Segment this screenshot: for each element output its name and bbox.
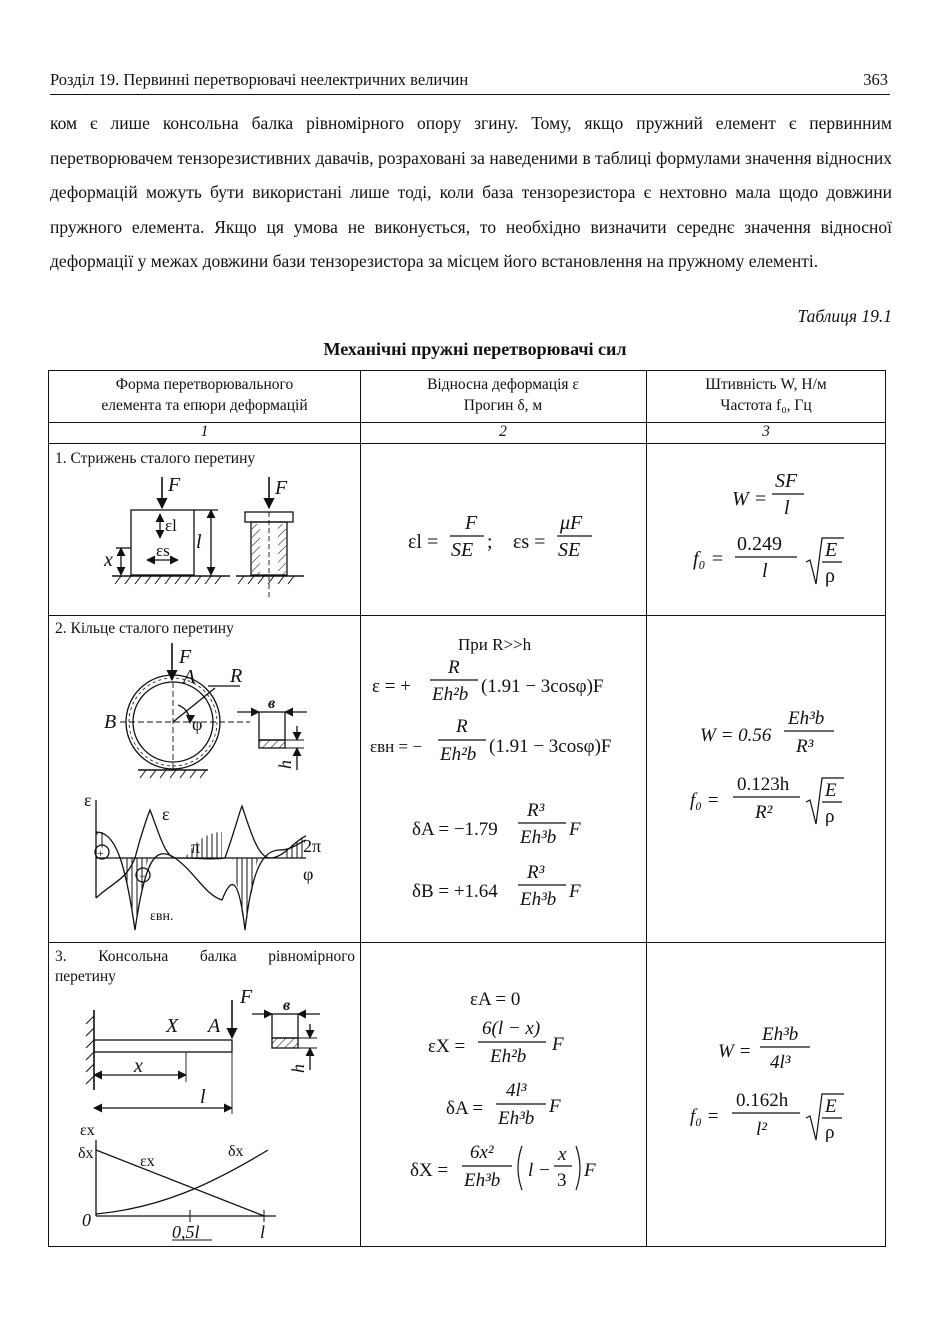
curve-delta-label: δx [228, 1143, 244, 1160]
eps-tail: (1.91 − 3cosφ)F [481, 676, 604, 697]
eps-sep: ; [487, 531, 493, 553]
curve-eps-label: εx [140, 1153, 155, 1170]
cantilever-figure [86, 1000, 320, 1222]
eps-s-den: SE [558, 539, 581, 561]
deltaX-paren-num: x [558, 1144, 567, 1165]
column-number: 1 [200, 423, 209, 440]
label-angle: φ [192, 714, 203, 734]
f-num: 0.249 [737, 533, 782, 555]
condition: При R>>h [458, 635, 532, 654]
tick-mid: 0,5l [172, 1222, 200, 1242]
ring-figure [120, 643, 307, 778]
cantilever-strain-formulas [410, 989, 596, 1191]
ring-strain-plot [95, 800, 306, 930]
label-force: F [179, 646, 192, 668]
body-paragraph: ком є лише консольна балка рівномірного опору згину. Тому, якщо пружний елемент є первинним перетворювачем тензорезистивних давачів, розраховані за наведеними в таблиці формулами значення відносних деформацій можуть бути використані лише тоді, коли база тензорезистора є нехтовно мала щодо довжини пружного елемента. Якщо ця умова не виконується, то необхідно визначити середнє значення відносної деформації у межах довжини бази тензорезистора за місцем його встановлення на пружному елементі. [50, 113, 892, 271]
table-caption: Таблиця 19.1 [797, 306, 892, 326]
f-num: 0.162h [736, 1090, 789, 1111]
f-lhs: f₀ = [690, 1106, 720, 1127]
epsX-lhs: εX = [428, 1036, 466, 1057]
epsvn-lhs: εвн = − [370, 737, 422, 756]
row-label-rod: 1. Стрижень сталого перетину [55, 450, 256, 467]
epsvn-den: Eh²b [440, 744, 477, 765]
epsX-num: 6(l − x) [482, 1018, 541, 1039]
label-x: x [104, 549, 113, 571]
eps-s-num: μF [560, 512, 583, 534]
ring-figure-labels [104, 646, 295, 769]
deltaA-tail: F [549, 1096, 561, 1117]
deltaX-num: 6x² [470, 1142, 494, 1163]
cantilever-stiffness-formulas [690, 1024, 844, 1143]
plot-axis-eps: ε [84, 790, 92, 810]
f-root-den: ρ [825, 565, 835, 587]
w-den: 4l³ [770, 1052, 791, 1073]
label-point-b: B [104, 711, 117, 733]
deltaB-lhs: δB = +1.64 [412, 881, 498, 902]
page-number: 363 [863, 70, 888, 89]
deltaX-den: Eh³b [464, 1170, 501, 1191]
plot-inner-eps: εвн. [150, 909, 174, 924]
table-title: Механічні пружні перетворювачі сил [323, 339, 627, 359]
deltaA-lhs: δA = [446, 1098, 484, 1119]
column-number: 3 [762, 423, 770, 440]
ring-strain-formulas [370, 635, 611, 910]
section-title: Розділ 19. Первинні перетворювачі неелектричних величин [50, 70, 469, 89]
label-radius: R [230, 665, 243, 687]
label-length: l [196, 531, 202, 553]
deltaX-paren-l: l − [528, 1160, 551, 1181]
label-point-a: A [208, 1015, 221, 1037]
header-line: Прогин δ, м [463, 397, 543, 414]
f-root-den: ρ [825, 1122, 835, 1143]
tick-zero: 0 [82, 1210, 91, 1230]
header-line: Форма перетворювального [115, 376, 294, 393]
header-line: елемента та епюри деформацій [101, 397, 308, 414]
w-den: l [784, 497, 790, 519]
w-lhs: W = [718, 1041, 752, 1062]
plot-pi: π [191, 837, 201, 857]
deltaB-tail: F [569, 881, 581, 902]
epsX-tail: F [552, 1034, 564, 1055]
deltaX-lhs: δX = [410, 1160, 449, 1181]
eps-den: Eh²b [432, 684, 469, 705]
label-width: в [283, 997, 291, 1014]
plot-peak-eps: ε [162, 804, 170, 824]
w-den: R³ [796, 736, 814, 757]
label-height: h [275, 760, 295, 769]
f-num: 0.123h [737, 774, 790, 795]
cantilever-figure-labels [78, 986, 308, 1242]
f-den: l [762, 560, 768, 582]
f-den: R² [755, 802, 773, 823]
label-dist-x: x [134, 1055, 143, 1077]
label-strain-s: εs [156, 541, 170, 560]
f-lhs: f₀ = [690, 790, 720, 811]
w-num: Eh³b [762, 1024, 799, 1045]
plot-2pi: 2π [303, 836, 322, 856]
plot-plus: + [97, 846, 104, 860]
deltaA-den: Eh³b [498, 1108, 535, 1129]
header-line: Частота f₀, Гц [720, 397, 812, 414]
label-force: F [240, 986, 253, 1008]
label-width: в [268, 695, 276, 712]
epsX-den: Eh²b [490, 1046, 527, 1067]
plot-axis-eps: εx [80, 1122, 95, 1139]
plot-phi: φ [303, 864, 314, 884]
column-number: 2 [499, 423, 507, 440]
row-label-cantilever-cont: перетину [55, 968, 116, 985]
deltaX-paren-den: 3 [557, 1170, 567, 1191]
w-lhs: W = [732, 488, 768, 510]
deltaB-den: Eh³b [520, 889, 557, 910]
eps-lhs: ε = + [372, 676, 411, 697]
eps-l-num: F [465, 512, 478, 534]
row-label-cantilever: 3. Консольна балка рівномірного [55, 948, 355, 965]
header-line: Відносна деформація ε [427, 376, 579, 393]
label-point-a: A [183, 666, 196, 688]
f-root-num: E [825, 539, 838, 561]
label-strain-l: εl [165, 516, 177, 535]
epsvn-tail: (1.91 − 3cosφ)F [489, 736, 612, 757]
deltaB-num: R³ [527, 862, 545, 883]
w-lhs: W = 0.56 [700, 725, 772, 746]
deltaA-num: 4l³ [506, 1080, 527, 1101]
w-num: Eh³b [788, 708, 825, 729]
rod-stiffness-formulas [693, 470, 844, 587]
f-den: l² [756, 1119, 767, 1140]
f-lhs: f₀ = [693, 548, 725, 570]
plot-axis-delta: δx [78, 1145, 94, 1162]
label-force: F [168, 474, 181, 496]
deltaA-lhs: δA = −1.79 [412, 819, 498, 840]
tick-l: l [260, 1222, 266, 1242]
eps-s-lhs: εs = [513, 531, 546, 553]
epsA: εA = 0 [470, 989, 521, 1010]
w-num: SF [775, 470, 798, 492]
header-line: Штивність W, Н/м [705, 376, 827, 393]
plot-minus: − [139, 869, 146, 883]
label-height: h [288, 1064, 308, 1073]
f-root-num: E [825, 780, 837, 801]
label-force: F [275, 477, 288, 499]
eps-num: R [448, 657, 460, 678]
f-root-num: E [825, 1096, 837, 1117]
deltaA-tail: F [569, 819, 581, 840]
f-root-den: ρ [825, 806, 835, 827]
eps-l-lhs: εl = [408, 531, 439, 553]
deltaA-den: Eh³b [520, 827, 557, 848]
row-label-ring: 2. Кільце сталого перетину [55, 620, 234, 637]
deltaA-num: R³ [527, 800, 545, 821]
epsvn-num: R [456, 716, 468, 737]
eps-l-den: SE [451, 539, 474, 561]
deltaX-tail: F [584, 1160, 596, 1181]
rod-strain-formulas [408, 512, 592, 561]
ring-stiffness-formulas [690, 708, 844, 827]
label-length: l [200, 1086, 206, 1108]
label-point-x: X [166, 1015, 179, 1037]
